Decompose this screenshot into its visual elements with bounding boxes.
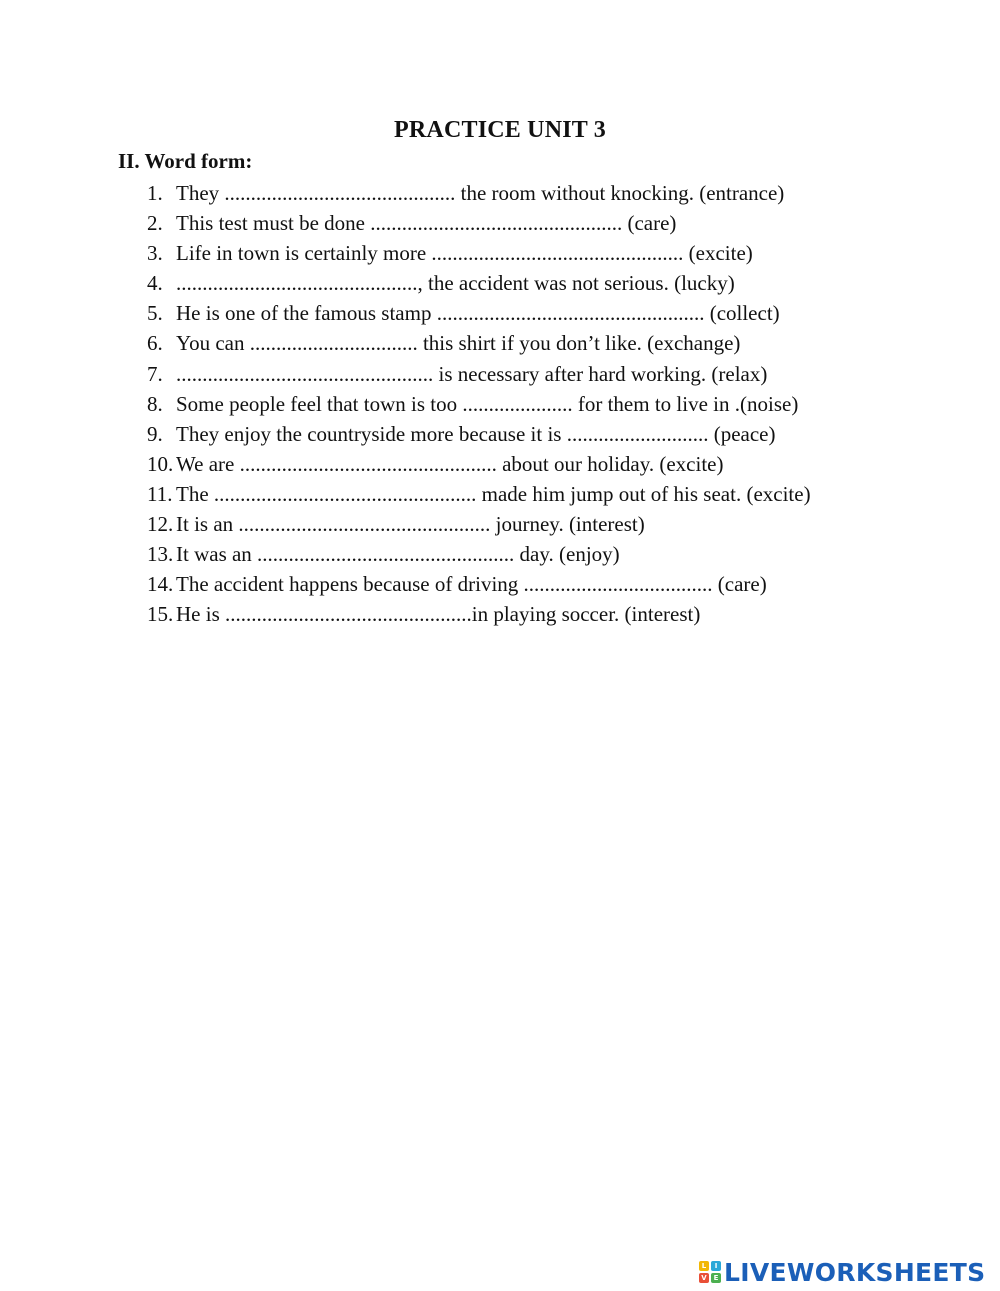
exercise-item — [147, 178, 907, 208]
item-text: .............................................., the accident was not serious. (lucky) — [176, 271, 735, 296]
item-text: He is ...............................................in playing soccer. (interest) — [176, 602, 701, 627]
exercise-item — [147, 208, 907, 238]
item-number: 15. — [147, 602, 174, 627]
item-number: 3. — [147, 241, 163, 266]
item-text: We are ................................................. about our holiday. (excite) — [176, 451, 724, 476]
section-heading: II. Word form: — [118, 149, 253, 173]
exercise-list — [147, 178, 907, 629]
logo-mark-tile: E — [711, 1273, 721, 1283]
liveworksheets-logo — [699, 1256, 985, 1288]
item-number: 1. — [147, 181, 163, 205]
item-text: They enjoy the countryside more because it is ........................... (peace) — [176, 421, 776, 446]
exercise-item — [147, 359, 907, 389]
item-text: The .................................................. made him jump out of his seat. (excite) — [176, 481, 811, 506]
exercise-item — [147, 539, 907, 569]
page-title: PRACTICE UNIT 3 — [394, 117, 606, 143]
exercise-item — [147, 509, 907, 539]
item-number: 2. — [147, 211, 163, 236]
exercise-item — [147, 328, 907, 358]
item-text: It was an ................................................. day. (enjoy) — [176, 542, 620, 567]
item-text: You can ................................ this shirt if you don’t like. (exchange) — [176, 331, 741, 356]
item-text: This test must be done ................................................ (care) — [176, 211, 677, 236]
item-number: 13. — [147, 542, 174, 567]
item-text: They ............................................ the room without knocking. (entrance) — [176, 181, 785, 205]
exercise-item — [147, 479, 907, 509]
item-number: 10. — [147, 451, 174, 476]
item-number: 7. — [147, 361, 163, 386]
exercise-item — [147, 298, 907, 328]
exercise-item — [147, 268, 907, 298]
item-text: He is one of the famous stamp ................................................... (collect) — [176, 301, 780, 326]
item-text: Some people feel that town is too ..................... for them to live in .(noise) — [176, 391, 799, 416]
exercise-item — [147, 389, 907, 419]
exercise-item — [147, 419, 907, 449]
exercise-item — [147, 238, 907, 268]
item-number: 14. — [147, 572, 174, 597]
item-text: Life in town is certainly more ................................................ (excite) — [176, 241, 753, 266]
logo-text: LIVEWORKSHEETS — [724, 1257, 986, 1287]
item-number: 11. — [147, 481, 173, 506]
logo-mark-tile: I — [711, 1261, 721, 1271]
item-text: It is an ................................................ journey. (interest) — [176, 512, 645, 537]
exercise-item — [147, 449, 907, 479]
logo-mark-tile: L — [699, 1261, 709, 1271]
item-text: The accident happens because of driving .................................... (care) — [176, 572, 767, 597]
item-number: 9. — [147, 421, 163, 446]
exercise-item — [147, 569, 907, 599]
item-number: 6. — [147, 331, 163, 356]
item-number: 4. — [147, 271, 163, 296]
logo-mark-icon — [699, 1261, 721, 1283]
item-number: 8. — [147, 391, 163, 416]
item-number: 5. — [147, 301, 163, 326]
item-text: ................................................. is necessary after hard working. (relax) — [176, 361, 768, 386]
exercise-item — [147, 599, 907, 629]
logo-mark-tile: V — [699, 1273, 709, 1283]
item-number: 12. — [147, 512, 174, 537]
